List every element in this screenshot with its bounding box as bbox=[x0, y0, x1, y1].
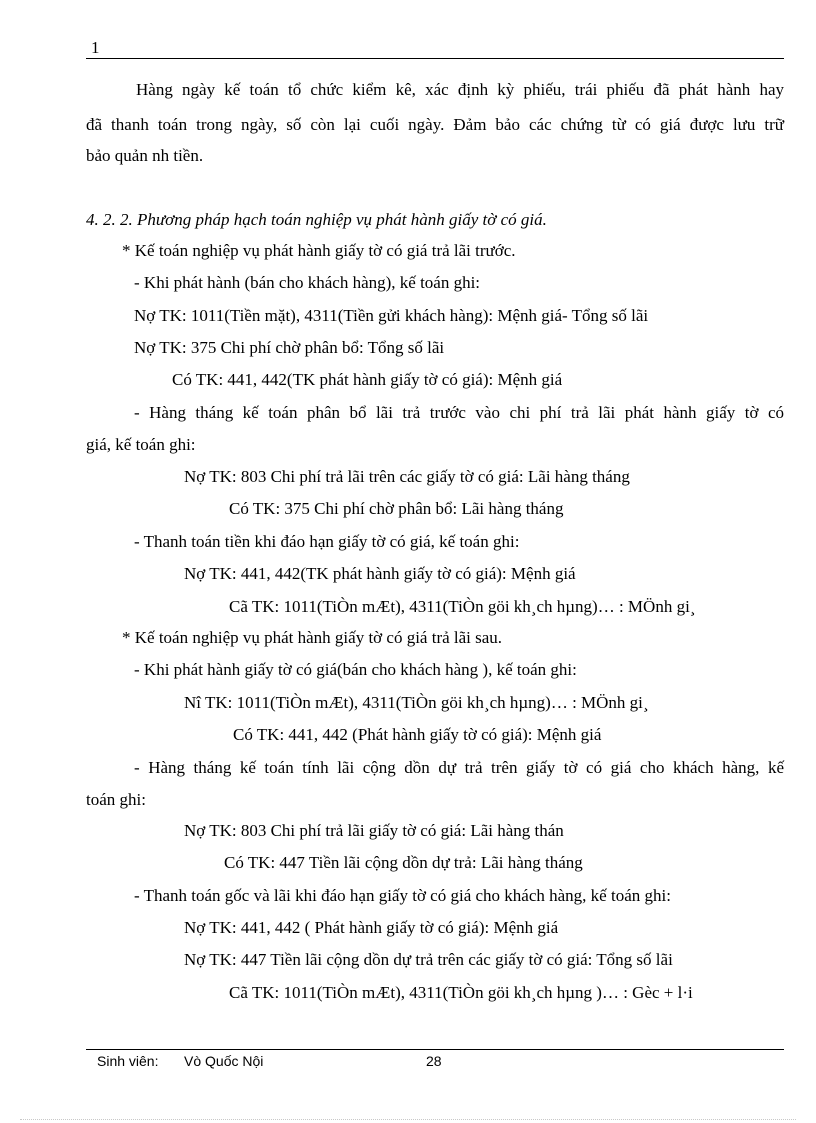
step-line: giá, kế toán ghi: bbox=[86, 435, 196, 454]
footer-page-number: 28 bbox=[426, 1053, 442, 1069]
step-line: - Thanh toán gốc và lãi khi đáo hạn giấy tờ có giá cho khách hàng, kế toán ghi: bbox=[134, 886, 671, 905]
page-edge-dotted-line bbox=[20, 1119, 796, 1120]
step-line: - Hàng tháng kế toán phân bổ lãi trả trước vào chi phí trả lãi phát hành giấy tờ có bbox=[134, 403, 784, 422]
step-line: - Khi phát hành giấy tờ có giá(bán cho khách hàng ), kế toán ghi: bbox=[134, 660, 577, 679]
footer-divider bbox=[86, 1049, 784, 1050]
entry-line: Nợ TK: 803 Chi phí trả lãi giấy tờ có giá: Lãi hàng thán bbox=[184, 821, 564, 840]
header-divider bbox=[86, 58, 784, 59]
entry-line: Cã TK: 1011(TiÒn mÆt), 4311(TiÒn göi kh¸ch hµng)… : MÖnh gi¸ bbox=[229, 597, 696, 616]
paragraph-line: Hàng ngày kế toán tổ chức kiểm kê, xác định kỳ phiếu, trái phiếu đã phát hành hay bbox=[136, 80, 784, 99]
step-line: toán ghi: bbox=[86, 790, 146, 809]
footer-student-label: Sinh viên: bbox=[97, 1053, 159, 1069]
step-line: - Thanh toán tiền khi đáo hạn giấy tờ có giá, kế toán ghi: bbox=[134, 532, 520, 551]
paragraph-line: đã thanh toán trong ngày, số còn lại cuối ngày. Đảm bảo các chứng từ có giá được lưu trữ bbox=[86, 115, 784, 134]
entry-line: Có TK: 375 Chi phí chờ phân bổ: Lãi hàng tháng bbox=[229, 499, 564, 518]
entry-line: Nợ TK: 1011(Tiền mặt), 4311(Tiền gửi khách hàng): Mệnh giá- Tổng số lãi bbox=[134, 306, 649, 325]
entry-line: Có TK: 441, 442(TK phát hành giấy tờ có giá): Mệnh giá bbox=[172, 370, 563, 389]
section-heading: 4. 2. 2. Phương pháp hạch toán nghiệp vụ phát hành giấy tờ có giá. bbox=[86, 210, 547, 229]
step-line: - Khi phát hành (bán cho khách hàng), kế toán ghi: bbox=[134, 273, 481, 292]
entry-line: Có TK: 441, 442 (Phát hành giấy tờ có giá): Mệnh giá bbox=[233, 725, 602, 744]
entry-line: Nợ TK: 441, 442 ( Phát hành giấy tờ có giá): Mệnh giá bbox=[184, 918, 559, 937]
entry-line: Nî TK: 1011(TiÒn mÆt), 4311(TiÒn göi kh¸ch hµng)… : MÖnh gi¸ bbox=[184, 693, 649, 712]
entry-line: Cã TK: 1011(TiÒn mÆt), 4311(TiÒn göi kh¸ch hµng )… : Gèc + l·i bbox=[229, 983, 693, 1002]
subheading: * Kế toán nghiệp vụ phát hành giấy tờ có giá trả lãi trước. bbox=[122, 241, 516, 260]
footer-student-name: Vò Quốc Nội bbox=[184, 1053, 264, 1069]
paragraph-line: bảo quản nh tiền. bbox=[86, 146, 204, 165]
entry-line: Nợ TK: 447 Tiền lãi cộng dồn dự trả trên các giấy tờ có giá: Tổng số lãi bbox=[184, 950, 673, 969]
page-marker: 1 bbox=[91, 38, 100, 57]
subheading: * Kế toán nghiệp vụ phát hành giấy tờ có giá trả lãi sau. bbox=[122, 628, 503, 647]
entry-line: Nợ TK: 803 Chi phí trả lãi trên các giấy tờ có giá: Lãi hàng tháng bbox=[184, 467, 630, 486]
step-line: - Hàng tháng kế toán tính lãi cộng dồn dự trả trên giấy tờ có giá cho khách hàng, kế bbox=[134, 758, 784, 777]
entry-line: Nợ TK: 375 Chi phí chờ phân bổ: Tổng số lãi bbox=[134, 338, 445, 357]
entry-line: Nợ TK: 441, 442(TK phát hành giấy tờ có giá): Mệnh giá bbox=[184, 564, 576, 583]
entry-line: Có TK: 447 Tiền lãi cộng dồn dự trả: Lãi hàng tháng bbox=[224, 853, 583, 872]
